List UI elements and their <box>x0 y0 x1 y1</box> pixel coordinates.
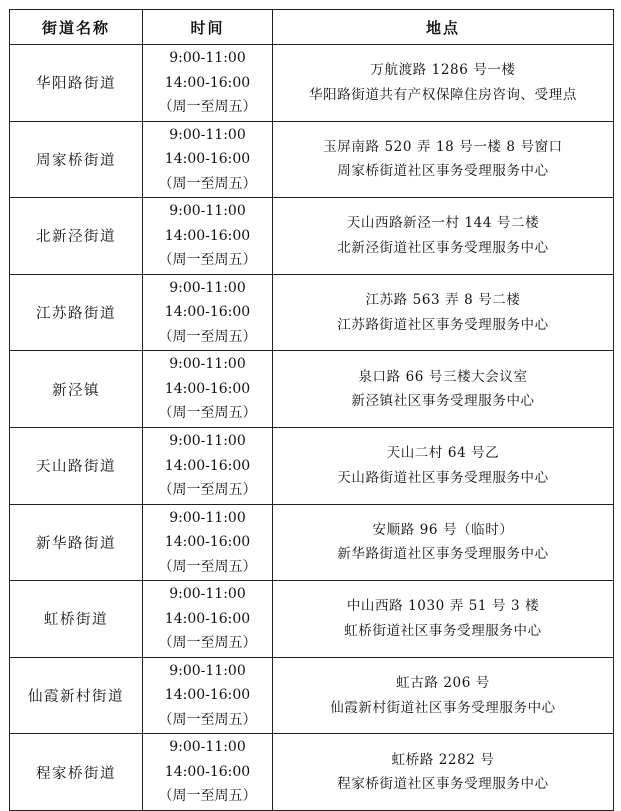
office-line: 仙霞新村街道社区事务受理服务中心 <box>330 699 556 716</box>
address-line: 万航渡路 1286 号一楼 <box>370 62 516 79</box>
time-line: 9:00-11:00 <box>169 356 246 373</box>
time-line: 14:00-16:00 <box>164 457 251 474</box>
time-line: 14:00-16:00 <box>164 687 251 704</box>
address-line: 虹桥路 2282 号 <box>391 751 495 768</box>
table-body <box>10 45 614 811</box>
time-cell <box>143 427 273 504</box>
time-line: （周一至周五） <box>158 252 257 269</box>
table-row <box>10 504 614 581</box>
table-row <box>10 351 614 428</box>
place-cell <box>273 581 614 658</box>
time-cell <box>143 45 273 122</box>
time-line: 9:00-11:00 <box>169 126 246 143</box>
table-row <box>10 427 614 504</box>
time-line: 9:00-11:00 <box>169 279 246 296</box>
header-street-name: 街道名称 <box>10 10 143 45</box>
place-cell <box>273 427 614 504</box>
time-line: （周一至周五） <box>158 788 257 805</box>
office-line: 华阳路街道共有产权保障住房咨询、受理点 <box>309 86 577 103</box>
place-cell <box>273 504 614 581</box>
time-cell <box>143 274 273 351</box>
street-name-cell: 仙霞新村街道 <box>10 657 143 734</box>
time-line: 9:00-11:00 <box>169 739 246 756</box>
place-cell <box>273 734 614 811</box>
table-row <box>10 45 614 122</box>
address-line: 玉屏南路 520 弄 18 号一楼 8 号窗口 <box>323 138 563 155</box>
time-cell <box>143 657 273 734</box>
time-line: （周一至周五） <box>158 711 257 728</box>
table-header <box>10 10 614 45</box>
place-cell <box>273 45 614 122</box>
place-cell <box>273 121 614 198</box>
time-line: （周一至周五） <box>158 99 257 116</box>
address-line: 中山西路 1030 弄 51 号 3 楼 <box>346 598 540 615</box>
street-name-cell: 江苏路街道 <box>10 274 143 351</box>
office-line: 程家桥街道社区事务受理服务中心 <box>337 776 549 793</box>
office-line: 江苏路街道社区事务受理服务中心 <box>337 316 549 333</box>
time-line: （周一至周五） <box>158 405 257 422</box>
street-name-cell: 华阳路街道 <box>10 45 143 122</box>
table-row <box>10 121 614 198</box>
time-cell <box>143 734 273 811</box>
time-cell <box>143 581 273 658</box>
time-line: 14:00-16:00 <box>164 610 251 627</box>
time-line: 9:00-11:00 <box>169 509 246 526</box>
table-row <box>10 734 614 811</box>
time-line: 14:00-16:00 <box>164 151 251 168</box>
time-line: 9:00-11:00 <box>169 50 246 67</box>
address-line: 江苏路 563 弄 8 号二楼 <box>365 292 521 309</box>
street-name-cell: 新华路街道 <box>10 504 143 581</box>
address-line: 天山西路新泾一村 144 号二楼 <box>346 215 540 232</box>
time-line: 14:00-16:00 <box>164 534 251 551</box>
office-line: 北新泾街道社区事务受理服务中心 <box>337 239 549 256</box>
time-line: （周一至周五） <box>158 482 257 499</box>
address-line: 泉口路 66 号三楼大会议室 <box>358 368 528 385</box>
place-cell <box>273 351 614 428</box>
header-time: 时间 <box>143 10 273 45</box>
time-line: 14:00-16:00 <box>164 304 251 321</box>
time-line: 14:00-16:00 <box>164 380 251 397</box>
time-line: 9:00-11:00 <box>169 433 246 450</box>
time-line: （周一至周五） <box>158 558 257 575</box>
time-cell <box>143 198 273 275</box>
address-line: 虹古路 206 号 <box>396 675 490 692</box>
address-line: 安顺路 96 号（临时） <box>372 521 514 538</box>
street-name-cell: 新泾镇 <box>10 351 143 428</box>
street-name-cell: 程家桥街道 <box>10 734 143 811</box>
header-row <box>10 10 614 45</box>
office-line: 周家桥街道社区事务受理服务中心 <box>337 163 549 180</box>
office-line: 虹桥街道社区事务受理服务中心 <box>344 622 542 639</box>
time-line: 14:00-16:00 <box>164 227 251 244</box>
service-location-table <box>9 9 614 811</box>
office-line: 新华路街道社区事务受理服务中心 <box>337 546 549 563</box>
time-cell <box>143 504 273 581</box>
time-line: 14:00-16:00 <box>164 74 251 91</box>
time-line: （周一至周五） <box>158 635 257 652</box>
header-place: 地点 <box>273 10 614 45</box>
time-line: 14:00-16:00 <box>164 763 251 780</box>
office-line: 天山路街道社区事务受理服务中心 <box>337 469 549 486</box>
street-name-cell: 周家桥街道 <box>10 121 143 198</box>
time-line: （周一至周五） <box>158 328 257 345</box>
document-page <box>9 9 613 811</box>
street-name-cell: 虹桥街道 <box>10 581 143 658</box>
table-row <box>10 657 614 734</box>
table-row <box>10 198 614 275</box>
time-line: （周一至周五） <box>158 175 257 192</box>
office-line: 新泾镇社区事务受理服务中心 <box>351 393 535 410</box>
table-row <box>10 581 614 658</box>
time-line: 9:00-11:00 <box>169 662 246 679</box>
time-line: 9:00-11:00 <box>169 586 246 603</box>
table-row <box>10 274 614 351</box>
street-name-cell: 北新泾街道 <box>10 198 143 275</box>
place-cell <box>273 198 614 275</box>
place-cell <box>273 274 614 351</box>
time-line: 9:00-11:00 <box>169 203 246 220</box>
street-name-cell: 天山路街道 <box>10 427 143 504</box>
time-cell <box>143 121 273 198</box>
address-line: 天山二村 64 号乙 <box>386 445 500 462</box>
place-cell <box>273 657 614 734</box>
time-cell <box>143 351 273 428</box>
